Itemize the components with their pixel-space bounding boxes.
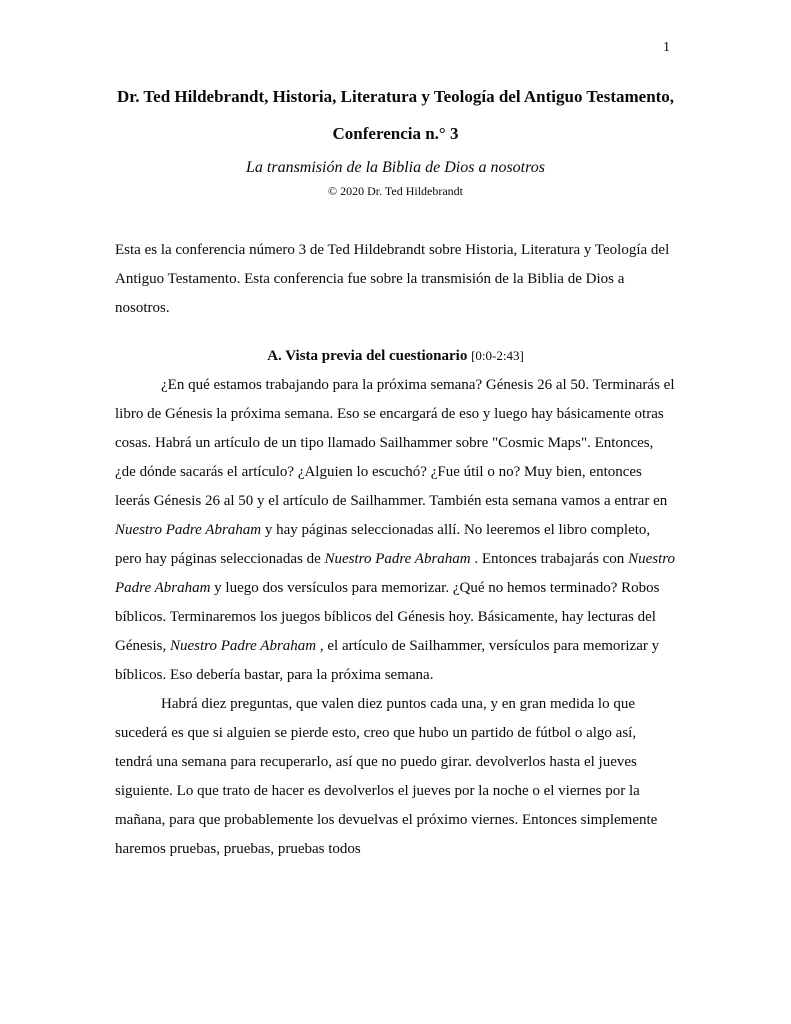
text-run: y luego dos versículos para memorizar. ¿Qué no hemos terminado? Robos bíblicos. Terminaremos los juegos bíblicos del Génesis hoy. Básicamente, hay lecturas del Génesis, bbox=[115, 580, 660, 654]
text-run: ¿En qué estamos trabajando para la próxima semana? Génesis 26 al 50. Terminarás el libro de Génesis la próxima semana. Eso se encargará de eso y luego hay básicamente otras cosas. Habrá un artículo de un tipo llamado Sailhammer sobre "Cosmic Maps". Entonces, ¿de dónde sacarás el artículo? ¿Alguien lo escuchó? ¿Fue útil o no? Muy bien, entonces leerás Génesis 26 al 50 y el artículo de Sailhammer. También esta semana vamos a entrar en bbox=[115, 377, 675, 509]
italic-run: Nuestro Padre Abraham bbox=[115, 551, 676, 596]
page-number: 1 bbox=[663, 40, 670, 55]
text-run: Habrá diez preguntas, que valen diez puntos cada una, y en gran medida lo que sucederá es que si alguien se pierde esto, creo que hubo un partido de fútbol o algo así, tendrá una semana para recuperarlo, así que no puedo girar. devolverlos hasta el jueves siguiente. Lo que trato de hacer es devolverlos el jueves por la noche o el viernes por la mañana, para que probablemente los devuelvas el próximo viernes. Entonces simplemente haremos pruebas, pruebas, pruebas todos bbox=[115, 696, 658, 857]
copyright-line: © 2020 Dr. Ted Hildebrandt bbox=[327, 184, 464, 198]
italic-run: Nuestro Padre Abraham bbox=[170, 638, 317, 654]
section-heading-label: A. Vista previa del cuestionario bbox=[267, 348, 468, 364]
text-run: , el artículo de Sailhammer, versículos para memorizar y bíblicos. Eso debería bastar, para la próxima semana. bbox=[115, 638, 660, 683]
italic-run: Nuestro Padre Abraham bbox=[115, 522, 262, 538]
italic-run: Nuestro Padre Abraham bbox=[324, 551, 471, 567]
body-paragraph bbox=[115, 371, 676, 690]
section-timestamp: [0:0-2:43] bbox=[471, 348, 524, 363]
document-subtitle: La transmisión de la Biblia de Dios a nosotros bbox=[246, 159, 545, 176]
intro-paragraph: Esta es la conferencia número 3 de Ted Hildebrandt sobre Historia, Literatura y Teología del Antiguo Testamento. Esta conferencia fue sobre la transmisión de la Biblia de Dios a nosotros. bbox=[115, 242, 670, 316]
body-paragraph bbox=[115, 690, 676, 864]
text-run: y hay páginas seleccionadas allí. No leeremos el libro completo, pero hay páginas seleccionadas de bbox=[115, 522, 651, 567]
document-body bbox=[115, 236, 676, 864]
text-run: . Entonces trabajarás con bbox=[470, 551, 629, 567]
document-title: Dr. Ted Hildebrandt, Historia, Literatura y Teología del Antiguo Testamento, Conferencia n.° 3 bbox=[116, 87, 675, 143]
section-heading bbox=[115, 341, 676, 371]
